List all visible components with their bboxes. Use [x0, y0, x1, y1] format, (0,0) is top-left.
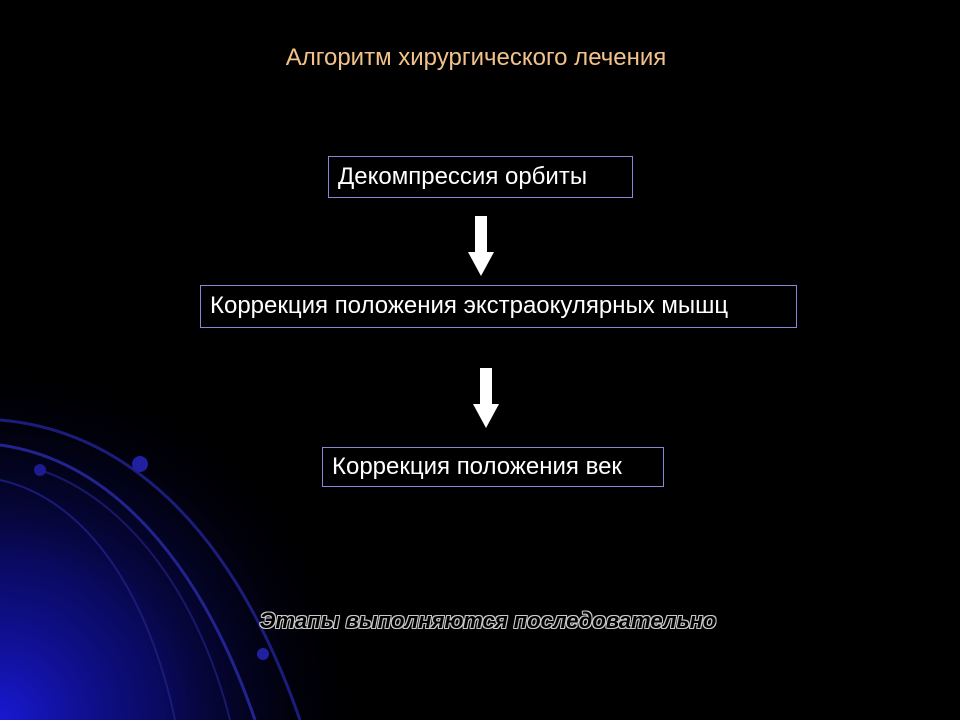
- step-box-eyelid-correction: Коррекция положения век: [322, 447, 664, 487]
- decorative-dot-1: [132, 456, 148, 472]
- step-box-orbit-decompression: Декомпрессия орбиты: [328, 156, 633, 198]
- corner-glow: [0, 360, 420, 720]
- decorative-dot-3: [257, 648, 269, 660]
- slide-title: Алгоритм хирургического лечения: [285, 44, 667, 71]
- down-arrow-icon: [468, 216, 494, 276]
- step-box-muscle-correction: Коррекция положения экстраокулярных мышц: [200, 285, 797, 328]
- decorative-dot-2: [34, 464, 46, 476]
- sequence-note: Этапы выполняются последовательно: [259, 608, 717, 633]
- down-arrow-icon: [473, 368, 499, 428]
